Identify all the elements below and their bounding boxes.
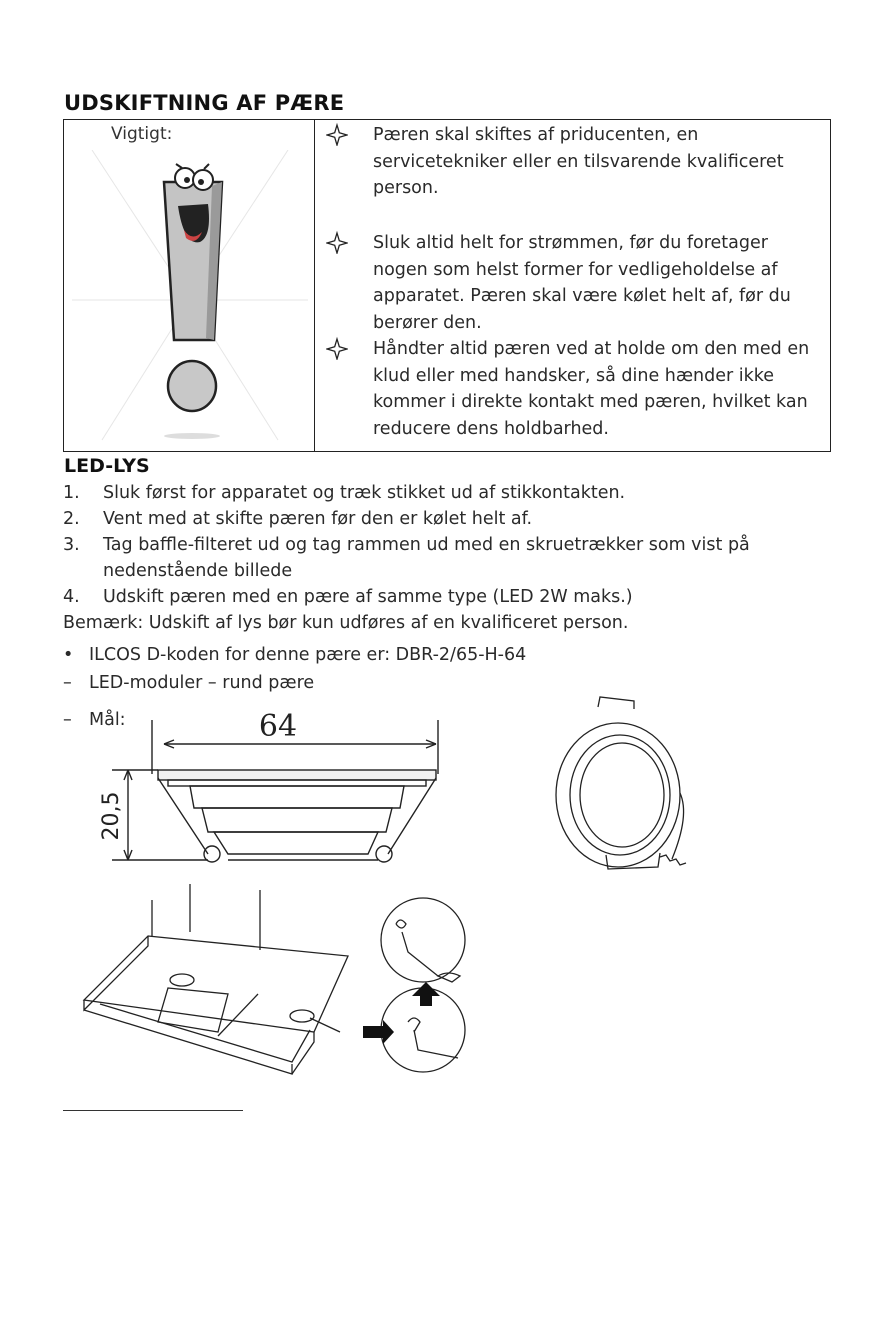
step-number: 1. (63, 483, 80, 503)
footnote-rule (63, 1110, 243, 1111)
step-1 (63, 483, 625, 503)
list-item (326, 336, 826, 442)
bullet-text: Pæren skal skiftes af priducenten, en servicetekniker eller en tilsvarende kvalificeret person. (373, 125, 784, 198)
step-text: Vent med at skifte pæren før den er kølet helt af. (103, 509, 533, 529)
note: Bemærk: Udskift af lys bør kun udføres af en kvalificeret person. (63, 613, 629, 633)
lamp-dimension-drawing (78, 708, 478, 883)
important-box (63, 119, 831, 452)
step-number: 2. (63, 509, 80, 529)
hood-bulb-replacement-illustration (78, 880, 473, 1080)
height-dimension-label: 20,5 (99, 791, 124, 841)
dash: – (63, 673, 72, 693)
list-item (326, 230, 826, 336)
four-point-star-outline-icon (326, 122, 348, 146)
step-text: Udskift pæren med en pære af samme type (LED 2W maks.) (103, 587, 633, 607)
step-4 (63, 587, 633, 607)
important-label: Vigtigt: (111, 124, 173, 144)
four-point-star-outline-icon (326, 336, 348, 360)
round-lamp-illustration (548, 695, 708, 880)
ilcos-line (63, 645, 526, 665)
dash: – (63, 710, 72, 730)
ilcos-text: ILCOS D-koden for denne pære er: DBR-2/65-H-64 (89, 645, 527, 665)
width-dimension-label: 64 (258, 709, 298, 744)
step-text: nedenstående billede (103, 561, 293, 581)
four-point-star-outline-icon (326, 230, 348, 254)
led-modules-line (63, 673, 314, 693)
section-title-bulb-replacement: UDSKIFTNING AF PÆRE (64, 91, 345, 115)
bullet-text: Sluk altid helt for strømmen, før du foretager nogen som helst former for vedligeholdelse af apparatet. Pæren skal være kølet helt af, før du berører den. (373, 233, 791, 333)
list-item (326, 122, 826, 202)
box-divider (314, 120, 315, 451)
led-modules-text: LED-moduler – rund pære (89, 673, 315, 693)
exclamation-mascot-icon (72, 150, 308, 446)
step-number: 4. (63, 587, 80, 607)
dimensions-label: Mål: (89, 710, 126, 730)
bullet-dot: • (63, 645, 74, 665)
step-3 (63, 535, 750, 555)
bullet-text: Håndter altid pæren ved at holde om den med en klud eller med handsker, så dine hænder ikke kommer i direkte kontakt med pæren, hvilket kan reducere dens holdbarhed. (373, 339, 810, 439)
step-text: Sluk først for apparatet og træk stikket ud af stikkontakten. (103, 483, 626, 503)
section-title-led: LED-LYS (64, 455, 150, 477)
step-number: 3. (63, 535, 80, 555)
step-text: Tag baffle-filteret ud og tag rammen ud med en skruetrækker som vist på (103, 535, 750, 555)
step-2 (63, 509, 532, 529)
